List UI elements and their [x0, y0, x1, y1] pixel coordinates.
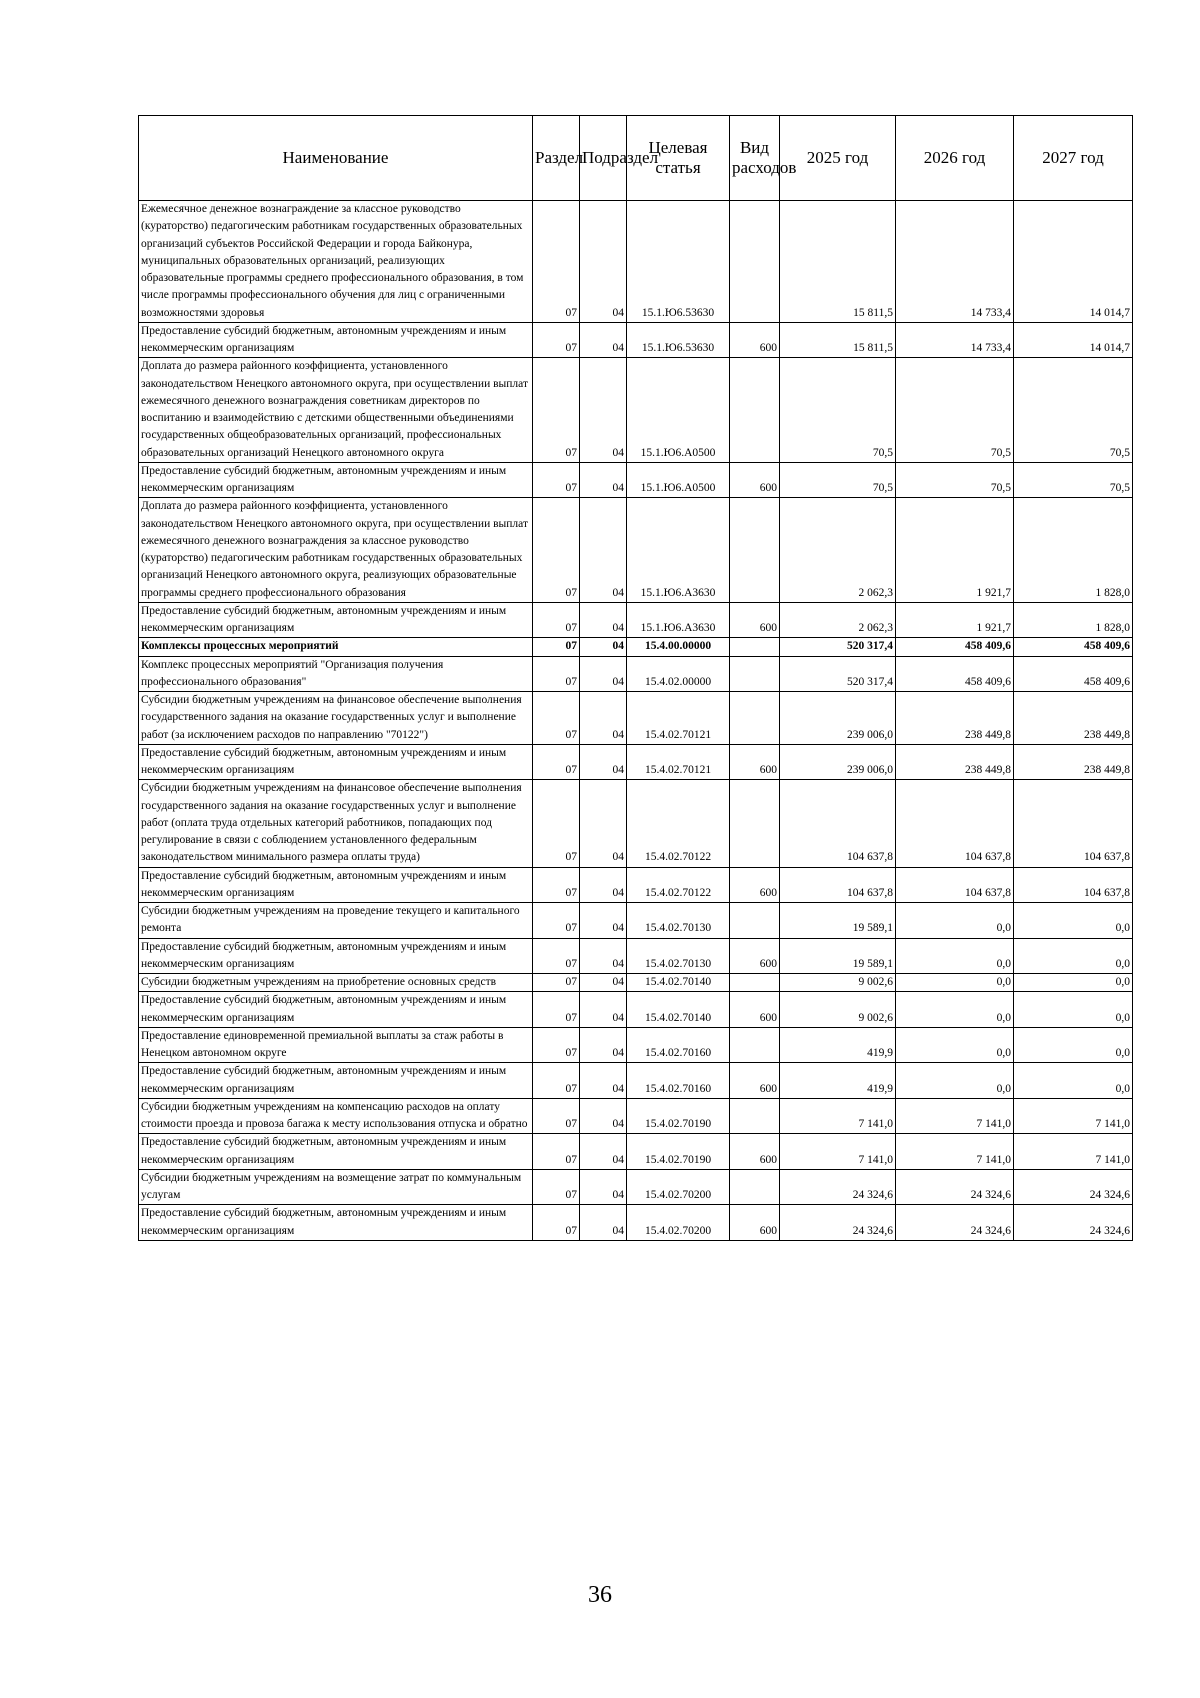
cell-2025: 2 062,3	[780, 602, 896, 638]
header-name: Наименование	[139, 116, 533, 201]
cell-2026: 1 921,7	[896, 602, 1014, 638]
cell-podrazdel: 04	[580, 656, 627, 692]
cell-name: Предоставление единовременной премиальной выплаты за стаж работы в Ненецком автономном округе	[139, 1027, 533, 1063]
cell-vid-rashodov	[730, 638, 780, 656]
cell-2027: 104 637,8	[1014, 867, 1133, 903]
cell-name: Субсидии бюджетным учреждениям на возмещение затрат по коммунальным услугам	[139, 1169, 533, 1205]
table-row	[139, 638, 1133, 656]
table-row	[139, 780, 1133, 867]
cell-celevaya-statya: 15.4.02.70122	[627, 867, 730, 903]
cell-razdel: 07	[533, 638, 580, 656]
header-2025: 2025 год	[780, 116, 896, 201]
table-row	[139, 1063, 1133, 1099]
table-row	[139, 322, 1133, 358]
cell-2025: 9 002,6	[780, 974, 896, 992]
cell-name: Доплата до размера районного коэффициента, установленного законодательством Ненецкого автономного округа, при осуществлении выплат ежемесячного денежного вознаграждения за классное руководство (кураторство) педагогическим работникам государственных образовательных организаций Ненецкого автономного округа, реализующих образовательные программы среднего профессионального образования	[139, 498, 533, 603]
cell-name: Предоставление субсидий бюджетным, автономным учреждениям и иным некоммерческим организациям	[139, 867, 533, 903]
cell-name: Предоставление субсидий бюджетным, автономным учреждениям и иным некоммерческим организациям	[139, 1134, 533, 1170]
cell-celevaya-statya: 15.1.Ю6.А0500	[627, 462, 730, 498]
cell-vid-rashodov: 600	[730, 462, 780, 498]
cell-name: Предоставление субсидий бюджетным, автономным учреждениям и иным некоммерческим организациям	[139, 744, 533, 780]
cell-celevaya-statya: 15.1.Ю6.А3630	[627, 498, 730, 603]
cell-2025: 239 006,0	[780, 744, 896, 780]
cell-2025: 419,9	[780, 1063, 896, 1099]
cell-2027: 0,0	[1014, 903, 1133, 939]
table-row	[139, 1169, 1133, 1205]
cell-podrazdel: 04	[580, 692, 627, 745]
header-2026: 2026 год	[896, 116, 1014, 201]
table-row	[139, 462, 1133, 498]
cell-2026: 70,5	[896, 462, 1014, 498]
cell-2027: 24 324,6	[1014, 1205, 1133, 1241]
cell-razdel: 07	[533, 903, 580, 939]
cell-2027: 1 828,0	[1014, 602, 1133, 638]
cell-celevaya-statya: 15.4.02.00000	[627, 656, 730, 692]
cell-2027: 70,5	[1014, 462, 1133, 498]
cell-vid-rashodov: 600	[730, 992, 780, 1028]
cell-2027: 0,0	[1014, 1027, 1133, 1063]
cell-name: Субсидии бюджетным учреждениям на компенсацию расходов на оплату стоимости проезда и провоза багажа к месту использования отпуска и обратно	[139, 1098, 533, 1134]
cell-razdel: 07	[533, 358, 580, 463]
cell-vid-rashodov	[730, 358, 780, 463]
cell-2026: 238 449,8	[896, 692, 1014, 745]
table-row	[139, 903, 1133, 939]
cell-2025: 15 811,5	[780, 201, 896, 323]
cell-2026: 24 324,6	[896, 1205, 1014, 1241]
cell-vid-rashodov: 600	[730, 1063, 780, 1099]
cell-2025: 7 141,0	[780, 1098, 896, 1134]
cell-2027: 238 449,8	[1014, 744, 1133, 780]
cell-name: Предоставление субсидий бюджетным, автономным учреждениям и иным некоммерческим организациям	[139, 602, 533, 638]
cell-razdel: 07	[533, 867, 580, 903]
cell-2026: 7 141,0	[896, 1134, 1014, 1170]
cell-celevaya-statya: 15.4.02.70130	[627, 903, 730, 939]
cell-vid-rashodov	[730, 201, 780, 323]
cell-2027: 0,0	[1014, 974, 1133, 992]
cell-name: Субсидии бюджетным учреждениям на финансовое обеспечение выполнения государственного задания на оказание государственных услуг и выполнение работ (оплата труда отдельных категорий работников, попадающих под регулирование в связи с соблюдением установленного федеральным законодательством минимального размера оплаты труда)	[139, 780, 533, 867]
cell-podrazdel: 04	[580, 1027, 627, 1063]
cell-name: Предоставление субсидий бюджетным, автономным учреждениям и иным некоммерческим организациям	[139, 938, 533, 974]
cell-2025: 70,5	[780, 358, 896, 463]
cell-razdel: 07	[533, 1134, 580, 1170]
table-body	[139, 201, 1133, 1241]
cell-2026: 0,0	[896, 992, 1014, 1028]
cell-podrazdel: 04	[580, 322, 627, 358]
cell-vid-rashodov	[730, 1027, 780, 1063]
cell-podrazdel: 04	[580, 1098, 627, 1134]
cell-2025: 520 317,4	[780, 656, 896, 692]
cell-name: Субсидии бюджетным учреждениям на проведение текущего и капитального ремонта	[139, 903, 533, 939]
cell-2025: 24 324,6	[780, 1169, 896, 1205]
cell-celevaya-statya: 15.4.02.70200	[627, 1169, 730, 1205]
cell-vid-rashodov: 600	[730, 938, 780, 974]
cell-2027: 1 828,0	[1014, 498, 1133, 603]
header-2027: 2027 год	[1014, 116, 1133, 201]
cell-celevaya-statya: 15.4.02.70190	[627, 1098, 730, 1134]
cell-2027: 70,5	[1014, 358, 1133, 463]
cell-2027: 24 324,6	[1014, 1169, 1133, 1205]
cell-2027: 104 637,8	[1014, 780, 1133, 867]
cell-2026: 7 141,0	[896, 1098, 1014, 1134]
cell-celevaya-statya: 15.4.02.70160	[627, 1063, 730, 1099]
cell-2026: 458 409,6	[896, 638, 1014, 656]
cell-celevaya-statya: 15.4.02.70140	[627, 992, 730, 1028]
cell-vid-rashodov	[730, 974, 780, 992]
cell-2027: 0,0	[1014, 992, 1133, 1028]
cell-podrazdel: 04	[580, 201, 627, 323]
cell-name: Комплексы процессных мероприятий	[139, 638, 533, 656]
cell-razdel: 07	[533, 744, 580, 780]
cell-name: Предоставление субсидий бюджетным, автономным учреждениям и иным некоммерческим организациям	[139, 462, 533, 498]
cell-2025: 24 324,6	[780, 1205, 896, 1241]
cell-name: Субсидии бюджетным учреждениям на финансовое обеспечение выполнения государственного задания на оказание государственных услуг и выполнение работ (за исключением расходов по направлению "70122")	[139, 692, 533, 745]
cell-2027: 238 449,8	[1014, 692, 1133, 745]
cell-razdel: 07	[533, 1027, 580, 1063]
cell-vid-rashodov	[730, 1098, 780, 1134]
table-row	[139, 938, 1133, 974]
cell-2027: 0,0	[1014, 1063, 1133, 1099]
cell-vid-rashodov: 600	[730, 1205, 780, 1241]
cell-2025: 239 006,0	[780, 692, 896, 745]
cell-2026: 70,5	[896, 358, 1014, 463]
cell-razdel: 07	[533, 1205, 580, 1241]
cell-razdel: 07	[533, 201, 580, 323]
table-row	[139, 974, 1133, 992]
cell-celevaya-statya: 15.4.02.70140	[627, 974, 730, 992]
cell-podrazdel: 04	[580, 992, 627, 1028]
cell-celevaya-statya: 15.4.02.70122	[627, 780, 730, 867]
cell-celevaya-statya: 15.1.Ю6.А0500	[627, 358, 730, 463]
table-row	[139, 1134, 1133, 1170]
table-row	[139, 992, 1133, 1028]
cell-razdel: 07	[533, 602, 580, 638]
table-row	[139, 498, 1133, 603]
header-podrazdel: Подраздел	[580, 116, 627, 201]
cell-2025: 19 589,1	[780, 938, 896, 974]
cell-podrazdel: 04	[580, 1169, 627, 1205]
cell-2025: 104 637,8	[780, 867, 896, 903]
cell-vid-rashodov	[730, 692, 780, 745]
cell-podrazdel: 04	[580, 1205, 627, 1241]
cell-2027: 458 409,6	[1014, 656, 1133, 692]
table-row	[139, 201, 1133, 323]
cell-vid-rashodov	[730, 656, 780, 692]
cell-2026: 0,0	[896, 1063, 1014, 1099]
cell-name: Предоставление субсидий бюджетным, автономным учреждениям и иным некоммерческим организациям	[139, 1205, 533, 1241]
cell-name: Ежемесячное денежное вознаграждение за классное руководство (кураторство) педагогическим работникам государственных образовательных организаций субъектов Российской Федерации и города Байконура, муниципальных образовательных организаций, реализующих образовательные программы среднего профессионального образования, в том числе программы профессионального обучения для лиц с ограниченными возможностями здоровья	[139, 201, 533, 323]
cell-2027: 0,0	[1014, 938, 1133, 974]
cell-razdel: 07	[533, 1098, 580, 1134]
cell-razdel: 07	[533, 780, 580, 867]
cell-name: Доплата до размера районного коэффициента, установленного законодательством Ненецкого автономного округа, при осуществлении выплат ежемесячного денежного вознаграждения советникам директоров по воспитанию и взаимодействию с детскими общественными объединениями государственных общеобразовательных организаций, профессиональных образовательных организаций Ненецкого автономного округа	[139, 358, 533, 463]
cell-2026: 1 921,7	[896, 498, 1014, 603]
cell-2026: 14 733,4	[896, 201, 1014, 323]
cell-podrazdel: 04	[580, 974, 627, 992]
cell-razdel: 07	[533, 974, 580, 992]
cell-razdel: 07	[533, 1063, 580, 1099]
header-vid-rashodov: Вид расходов	[730, 116, 780, 201]
cell-2025: 70,5	[780, 462, 896, 498]
table-row	[139, 692, 1133, 745]
cell-2026: 0,0	[896, 1027, 1014, 1063]
cell-podrazdel: 04	[580, 938, 627, 974]
cell-vid-rashodov: 600	[730, 867, 780, 903]
cell-podrazdel: 04	[580, 498, 627, 603]
cell-name: Субсидии бюджетным учреждениям на приобретение основных средств	[139, 974, 533, 992]
cell-razdel: 07	[533, 656, 580, 692]
cell-celevaya-statya: 15.4.02.70190	[627, 1134, 730, 1170]
cell-celevaya-statya: 15.1.Ю6.А3630	[627, 602, 730, 638]
cell-vid-rashodov: 600	[730, 602, 780, 638]
cell-2026: 458 409,6	[896, 656, 1014, 692]
cell-podrazdel: 04	[580, 780, 627, 867]
cell-2026: 104 637,8	[896, 867, 1014, 903]
cell-celevaya-statya: 15.4.02.70130	[627, 938, 730, 974]
cell-vid-rashodov	[730, 780, 780, 867]
cell-podrazdel: 04	[580, 462, 627, 498]
cell-razdel: 07	[533, 1169, 580, 1205]
cell-name: Предоставление субсидий бюджетным, автономным учреждениям и иным некоммерческим организациям	[139, 322, 533, 358]
cell-celevaya-statya: 15.1.Ю6.53630	[627, 322, 730, 358]
table-row	[139, 1098, 1133, 1134]
cell-podrazdel: 04	[580, 602, 627, 638]
cell-name: Комплекс процессных мероприятий "Организация получения профессионального образования"	[139, 656, 533, 692]
budget-table-container	[138, 115, 1132, 1241]
cell-2027: 14 014,7	[1014, 201, 1133, 323]
cell-razdel: 07	[533, 692, 580, 745]
cell-vid-rashodov: 600	[730, 1134, 780, 1170]
cell-2025: 15 811,5	[780, 322, 896, 358]
table-row	[139, 744, 1133, 780]
cell-celevaya-statya: 15.4.02.70160	[627, 1027, 730, 1063]
cell-2026: 238 449,8	[896, 744, 1014, 780]
cell-celevaya-statya: 15.4.02.70121	[627, 692, 730, 745]
cell-podrazdel: 04	[580, 867, 627, 903]
cell-podrazdel: 04	[580, 1063, 627, 1099]
table-row	[139, 602, 1133, 638]
cell-2025: 7 141,0	[780, 1134, 896, 1170]
cell-2025: 104 637,8	[780, 780, 896, 867]
cell-razdel: 07	[533, 498, 580, 603]
cell-celevaya-statya: 15.4.02.70200	[627, 1205, 730, 1241]
cell-2025: 9 002,6	[780, 992, 896, 1028]
cell-podrazdel: 04	[580, 358, 627, 463]
page-number: 36	[588, 1582, 612, 1608]
cell-vid-rashodov: 600	[730, 744, 780, 780]
cell-razdel: 07	[533, 462, 580, 498]
cell-celevaya-statya: 15.4.02.70121	[627, 744, 730, 780]
cell-razdel: 07	[533, 322, 580, 358]
budget-table	[138, 115, 1133, 1241]
table-row	[139, 358, 1133, 463]
cell-vid-rashodov	[730, 903, 780, 939]
cell-2025: 2 062,3	[780, 498, 896, 603]
cell-podrazdel: 04	[580, 638, 627, 656]
cell-2027: 458 409,6	[1014, 638, 1133, 656]
cell-podrazdel: 04	[580, 744, 627, 780]
header-razdel: Раздел	[533, 116, 580, 201]
cell-vid-rashodov	[730, 1169, 780, 1205]
cell-2025: 19 589,1	[780, 903, 896, 939]
cell-2026: 24 324,6	[896, 1169, 1014, 1205]
cell-2027: 7 141,0	[1014, 1098, 1133, 1134]
cell-2027: 14 014,7	[1014, 322, 1133, 358]
cell-2026: 0,0	[896, 938, 1014, 974]
cell-razdel: 07	[533, 938, 580, 974]
cell-celevaya-statya: 15.4.00.00000	[627, 638, 730, 656]
cell-2025: 520 317,4	[780, 638, 896, 656]
cell-name: Предоставление субсидий бюджетным, автономным учреждениям и иным некоммерческим организациям	[139, 1063, 533, 1099]
table-row	[139, 1205, 1133, 1241]
cell-2026: 0,0	[896, 974, 1014, 992]
cell-celevaya-statya: 15.1.Ю6.53630	[627, 201, 730, 323]
cell-name: Предоставление субсидий бюджетным, автономным учреждениям и иным некоммерческим организациям	[139, 992, 533, 1028]
table-row	[139, 656, 1133, 692]
cell-2026: 104 637,8	[896, 780, 1014, 867]
table-header-row	[139, 116, 1133, 201]
table-row	[139, 1027, 1133, 1063]
cell-razdel: 07	[533, 992, 580, 1028]
cell-2026: 14 733,4	[896, 322, 1014, 358]
table-row	[139, 867, 1133, 903]
cell-vid-rashodov: 600	[730, 322, 780, 358]
cell-podrazdel: 04	[580, 903, 627, 939]
cell-2027: 7 141,0	[1014, 1134, 1133, 1170]
header-celevaya-statya: Целевая статья	[627, 116, 730, 201]
cell-2025: 419,9	[780, 1027, 896, 1063]
cell-vid-rashodov	[730, 498, 780, 603]
cell-2026: 0,0	[896, 903, 1014, 939]
cell-podrazdel: 04	[580, 1134, 627, 1170]
